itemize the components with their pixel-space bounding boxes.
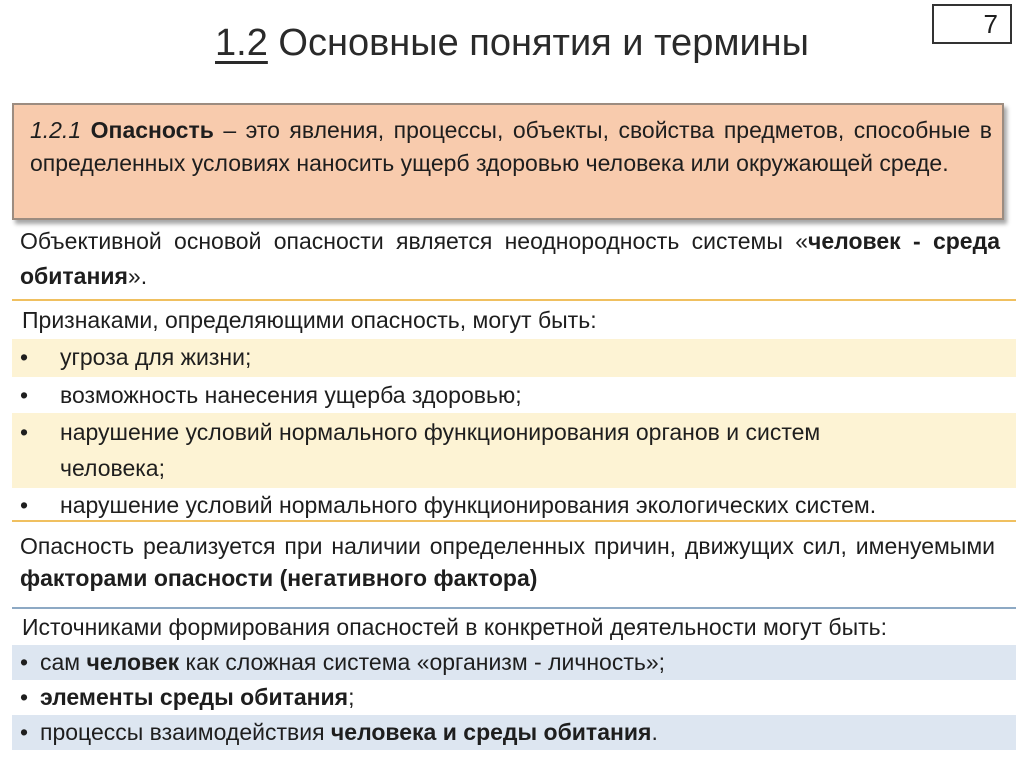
definition-text: – это явления, процессы, объекты, свойства предметов, способные в определенных условиях наносить ущерб здоровью человека или окружающей среде. (30, 117, 993, 176)
factors-paragraph (20, 530, 995, 594)
definition-term: Опасность (90, 117, 214, 143)
definition-number: 1.2.1 (30, 117, 82, 143)
signs-list (12, 299, 1016, 522)
bullet: • (20, 419, 29, 445)
bullet: • (20, 684, 29, 710)
item-bold: человека и среды обитания (330, 719, 652, 745)
title-number: 1.2 (215, 22, 268, 64)
bullet: • (20, 344, 29, 370)
item-text: ; (348, 684, 355, 710)
item-bold: человек (86, 649, 180, 675)
signs-intro: Признаками, определяющими опасность, могут быть: (22, 307, 597, 333)
list-item-text (12, 680, 1016, 715)
item-text: как сложная система «организм - личность»; (179, 649, 666, 675)
list-item (12, 488, 1016, 522)
item-text: сам (40, 649, 87, 675)
objective-text: Объективной основой опасности является неоднородность системы « (20, 228, 809, 254)
objective-paragraph (20, 224, 1000, 294)
item-bold: элементы среды обитания (40, 684, 349, 710)
bullet: • (20, 719, 29, 745)
list-item (12, 413, 1016, 488)
bullet: • (20, 382, 29, 408)
bullet: • (20, 492, 29, 518)
sources-intro: Источниками формирования опасностей в конкретной деятельности могут быть: (22, 614, 888, 640)
list-item-text (12, 715, 1016, 750)
item-text: . (651, 719, 658, 745)
list-item-text: возможность нанесения ущерба здоровью; (60, 382, 522, 408)
definition-box (12, 103, 1004, 220)
item-text: процессы взаимодействия (40, 719, 331, 745)
list-item-text: угроза для жизни; (60, 344, 252, 370)
list-item (12, 645, 1016, 680)
slide-title (0, 22, 1024, 65)
list-item (12, 680, 1016, 715)
list-item (12, 339, 1016, 377)
factors-bold: факторами опасности (негативного фактора) (20, 565, 538, 591)
title-text: Основные понятия и термины (278, 22, 809, 64)
objective-bold: человек - среда обитания (20, 228, 1000, 289)
bullet: • (20, 649, 29, 675)
list-item (12, 377, 1016, 413)
objective-end: ». (127, 263, 148, 289)
list-item-text: нарушение условий нормального функционирования органов и систем (60, 419, 821, 445)
list-item (12, 715, 1016, 750)
factors-text: Опасность реализуется при наличии определенных причин, движущих сил, именуемыми (20, 533, 995, 559)
page-number: 7 (932, 4, 1012, 44)
list-item-text: нарушение условий нормального функционирования экологических систем. (60, 492, 877, 518)
list-item-text-continued: человека; (60, 455, 165, 481)
sources-list (12, 607, 1016, 750)
list-item-text (12, 645, 1016, 680)
